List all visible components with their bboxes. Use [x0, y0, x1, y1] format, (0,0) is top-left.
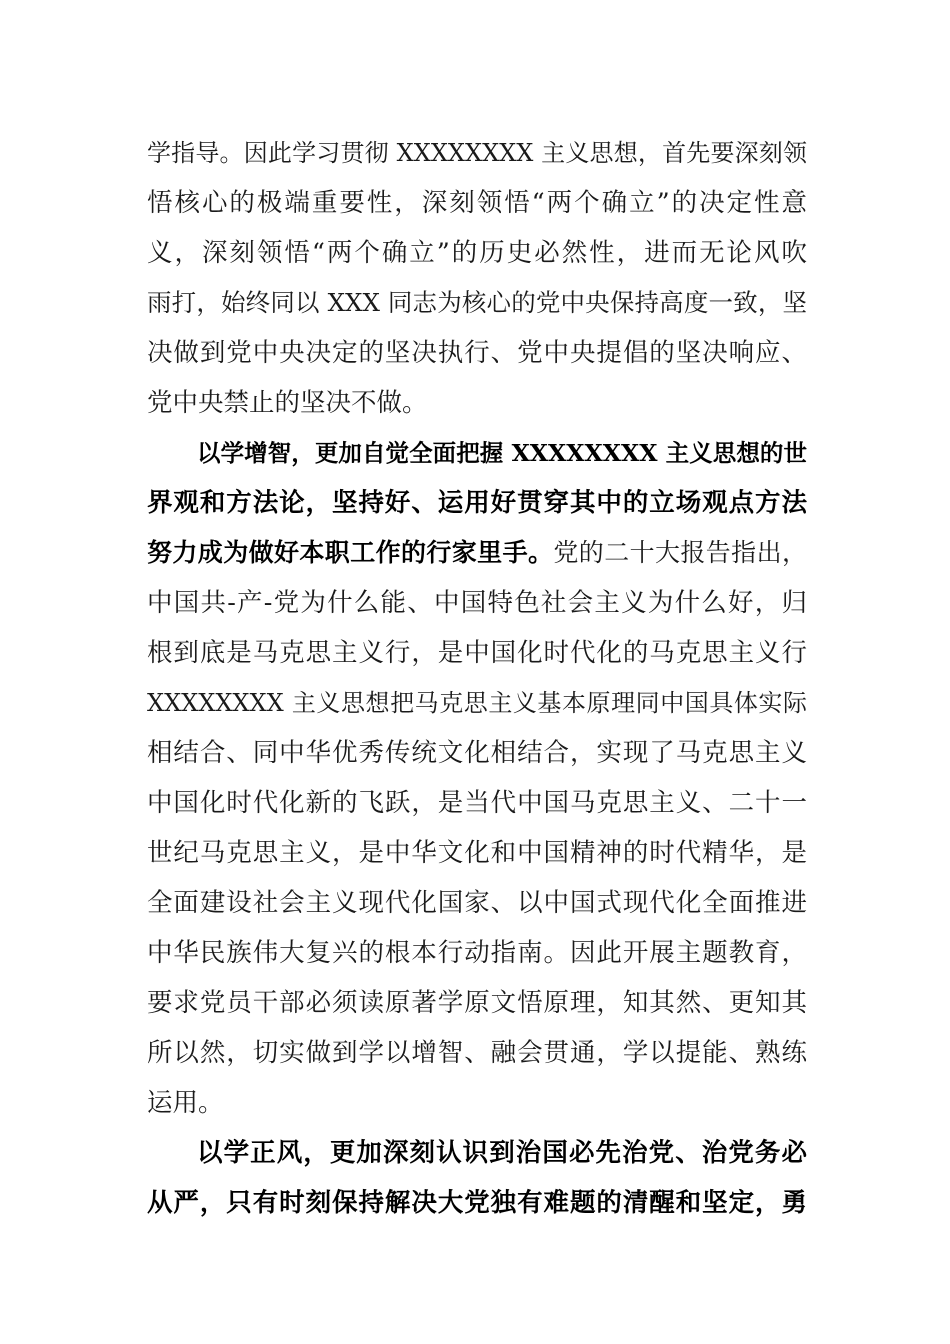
paragraph-2-line-5: 中国化时代化新的飞跃，是当代中国马克思主义、二十一 — [147, 788, 807, 818]
paragraph-2-line-11: 运用。 — [147, 1088, 224, 1118]
paragraph-2-heading-line-1: 以学增智，更加自觉全面把握 XXXXXXXX 主义思想的世 — [197, 439, 807, 467]
paragraph-2-line-4: 相结合、同中华优秀传统文化相结合，实现了马克思主义 — [147, 738, 807, 768]
paragraph-2-line-7: 全面建设社会主义现代化国家、以中国式现代化全面推进 — [147, 888, 807, 918]
paragraph-2-line-9: 要求党员干部必须读原著学原文悟原理，知其然、更知其 — [147, 988, 807, 1018]
paragraph-2-mixed-rest: 党的二十大报告指出， — [553, 538, 807, 567]
paragraph-1-line-4: 雨打，始终同以 XXX 同志为核心的党中央保持高度一致，坚 — [147, 288, 807, 317]
paragraph-1-line-3: 义，深刻领悟“两个确立”的历史必然性，进而无论风吹 — [147, 238, 807, 268]
paragraph-1-line-6: 党中央禁止的坚决不做。 — [147, 388, 428, 418]
paragraph-2-line-6: 世纪马克思主义，是中华文化和中国精神的时代精华，是 — [147, 838, 807, 868]
paragraph-3-heading-line-1: 以学正风，更加深刻认识到治国必先治党、治党务必 — [197, 1138, 807, 1168]
paragraph-1-line-2: 悟核心的极端重要性，深刻领悟“两个确立”的决定性意 — [147, 188, 807, 218]
paragraph-2-heading-line-3: 努力成为做好本职工作的行家里手。 — [147, 538, 554, 567]
paragraph-1-line-5: 决做到党中央决定的坚决执行、党中央提倡的坚决响应、 — [147, 338, 807, 368]
paragraph-2-heading-line-2: 界观和方法论，坚持好、运用好贯穿其中的立场观点方法 — [147, 488, 807, 518]
paragraph-2-line-3: XXXXXXXX 主义思想把马克思主义基本原理同中国具体实际 — [147, 689, 807, 717]
paragraph-2-line-8: 中华民族伟大复兴的根本行动指南。因此开展主题教育， — [147, 938, 807, 968]
paragraph-2-line-2: 根到底是马克思主义行，是中国化时代化的马克思主义行 — [147, 638, 807, 668]
paragraph-1-line-1: 学指导。因此学习贯彻 XXXXXXXX 主义思想，首先要深刻领 — [147, 139, 807, 167]
paragraph-3-heading-line-2: 从严，只有时刻保持解决大党独有难题的清醒和坚定，勇 — [147, 1188, 807, 1218]
paragraph-2-line-1: 中国共-产-党为什么能、中国特色社会主义为什么好，归 — [147, 588, 807, 618]
paragraph-2-line-mixed — [147, 528, 807, 578]
paragraph-2-line-10: 所以然，切实做到学以增智、融会贯通，学以提能、熟练 — [147, 1038, 807, 1068]
